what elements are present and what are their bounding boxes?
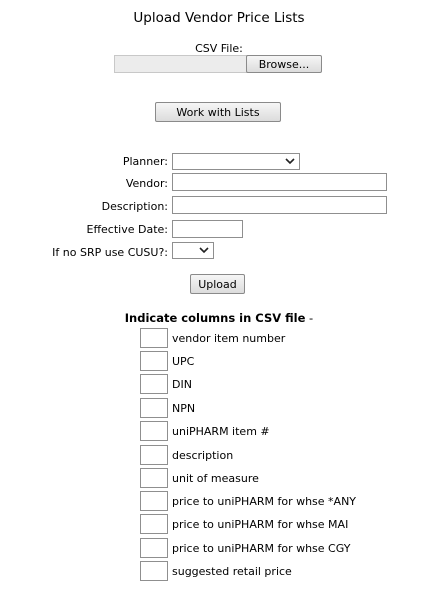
column-index-input[interactable] — [140, 374, 168, 394]
effective-date-input[interactable] — [172, 220, 243, 238]
column-index-input[interactable] — [140, 445, 168, 465]
columns-heading-dash: - — [305, 311, 314, 325]
column-label: DIN — [172, 378, 192, 391]
browse-button[interactable]: Browse... — [246, 55, 322, 73]
srp-cusu-select[interactable] — [172, 242, 214, 259]
column-label: vendor item number — [172, 332, 286, 345]
column-index-input[interactable] — [140, 421, 168, 441]
description-input[interactable] — [172, 196, 387, 214]
column-label: UPC — [172, 355, 195, 368]
column-index-input[interactable] — [140, 561, 168, 581]
planner-label: Planner: — [122, 155, 168, 168]
column-index-input[interactable] — [140, 351, 168, 371]
column-index-input[interactable] — [140, 398, 168, 418]
column-label: price to uniPHARM for whse CGY — [172, 542, 351, 555]
effective-date-label: Effective Date: — [86, 223, 168, 236]
column-label: uniPHARM item # — [172, 425, 270, 438]
srp-cusu-label: If no SRP use CUSU?: — [52, 246, 168, 259]
vendor-input[interactable] — [172, 173, 387, 191]
column-index-input[interactable] — [140, 491, 168, 511]
column-index-input[interactable] — [140, 328, 168, 348]
page-title: Upload Vendor Price Lists — [133, 10, 305, 26]
csv-file-path-field[interactable] — [114, 55, 248, 73]
column-label: NPN — [172, 402, 196, 415]
column-label: unit of measure — [172, 472, 259, 485]
column-label: price to uniPHARM for whse *ANY — [172, 495, 357, 508]
column-index-input[interactable] — [140, 538, 168, 558]
upload-button[interactable]: Upload — [190, 274, 245, 294]
column-label: description — [172, 449, 234, 462]
chevron-down-icon — [285, 157, 295, 165]
vendor-label: Vendor: — [125, 177, 168, 190]
columns-heading — [0, 311, 438, 325]
csv-file-label: CSV File: — [195, 42, 243, 55]
description-label: Description: — [101, 200, 168, 213]
column-label: price to uniPHARM for whse MAI — [172, 518, 349, 531]
columns-heading-text: Indicate columns in CSV file — [124, 311, 306, 325]
chevron-down-icon — [199, 246, 209, 254]
work-with-lists-button[interactable]: Work with Lists — [155, 102, 281, 122]
column-index-input[interactable] — [140, 468, 168, 488]
column-index-input[interactable] — [140, 514, 168, 534]
column-label: suggested retail price — [172, 565, 292, 578]
planner-select[interactable] — [172, 153, 300, 170]
